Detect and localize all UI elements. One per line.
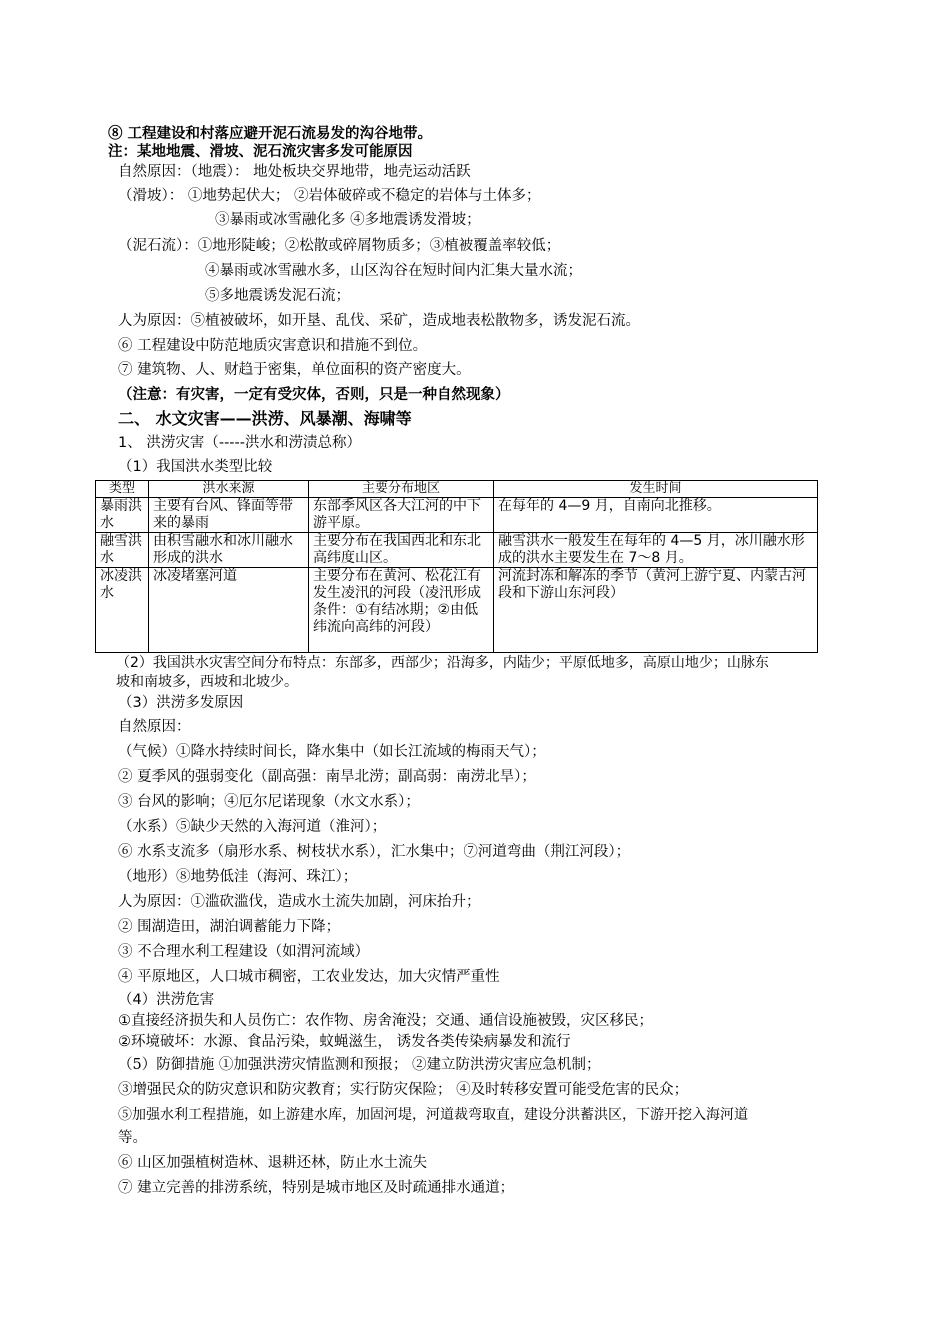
text-line: （气候）①降水持续时间长，降水集中（如长江流域的梅雨天气）；: [118, 744, 546, 760]
text-line: 人为原因：①滥砍滥伐，造成水土流失加剧，河床抬升；: [118, 894, 481, 910]
table-header-cell: 洪水来源: [149, 481, 309, 498]
text-line: ④ 平原地区，人口城市稠密，工农业发达，加大灾情严重性: [118, 969, 500, 985]
table-header-cell: 类型: [96, 481, 149, 498]
text-line: （水系）⑤缺少天然的入海河道（淮河）；: [118, 819, 387, 835]
text-line: ③暴雨或冰雪融化多 ④多地震诱发滑坡；: [215, 212, 481, 228]
text-line: ⑦ 建立完善的排涝系统，特别是城市地区及时疏通排水通道；: [118, 1180, 515, 1196]
note-line: （注意：有灾害，一定有受灾体，否则，只是一种自然现象）: [118, 387, 510, 403]
text-line: （泥石流）：①地形陡峻；②松散或碎屑物质多；③植被覆盖率较低；: [118, 238, 561, 254]
table-cell: 暴雨洪水: [96, 498, 149, 533]
text-line: ⑤加强水利工程措施，如上游建水库，加固河堤，河道裁弯取直，建设分洪蓄洪区，下游开挖入海河道: [118, 1107, 748, 1123]
table-cell: 东部季风区各大江河的中下游平原。: [309, 498, 494, 533]
text-line: ② 围湖造田，湖泊调蓄能力下降；: [118, 919, 341, 935]
text-line: 自然原因：: [118, 719, 191, 735]
table-row: [96, 568, 818, 653]
text-line: ⑧ 工程建设和村落应避开泥石流易发的沟谷地带。: [108, 125, 433, 142]
text-line: ①直接经济损失和人员伤亡：农作物、房舍淹没；交通、通信设施被毁，灾区移民；: [118, 1013, 653, 1029]
subsection-heading: （4）洪涝危害: [118, 992, 215, 1008]
section-heading: 二、 水文灾害——洪涝、风暴潮、海啸等: [118, 409, 412, 428]
table-cell: 主要有台风、锋面等带来的暴雨: [149, 498, 309, 533]
text-line: 人为原因：⑤植被破坏，如开垦、乱伐、采矿，造成地表松散物多，诱发泥石流。: [118, 313, 640, 329]
table-header-cell: 发生时间: [494, 481, 818, 498]
text-line: ⑥ 山区加强植树造林、退耕还林，防止水土流失: [118, 1155, 428, 1171]
text-line: 自然原因：（地震）： 地处板块交界地带，地壳运动活跃: [118, 164, 471, 180]
text-line: ②环境破坏：水源、食品污染，蚊蝇滋生， 诱发各类传染病暴发和流行: [118, 1034, 571, 1050]
table-cell: 融雪洪水一般发生在每年的 4—5 月，冰川融水形成的洪水主要发生在 7～8 月。: [494, 533, 818, 568]
table-cell: 河流封冻和解冻的季节（黄河上游宁夏、内蒙古河段和下游山东河段）: [494, 568, 818, 653]
note-heading: 注：某地地震、滑坡、泥石流灾害多发可能原因: [108, 144, 413, 160]
table-row: [96, 533, 818, 568]
text-line: ⑥ 水系支流多（扇形水系、树枝状水系），汇水集中；⑦河道弯曲（荆江河段）；: [118, 844, 631, 860]
text-line: （地形）⑧地势低洼（海河、珠江）；: [118, 869, 358, 885]
text-line: （滑坡）： ①地势起伏大； ②岩体破碎或不稳定的岩体与土体多；: [118, 188, 541, 204]
table-cell: 由积雪融水和冰川融水形成的洪水: [149, 533, 309, 568]
text-line: ③ 台风的影响；④厄尔尼诺现象（水文水系）；: [118, 794, 420, 810]
text-line: ⑥ 工程建设中防范地质灾害意识和措施不到位。: [118, 338, 428, 354]
table-cell: 融雪洪水: [96, 533, 149, 568]
table-cell: 冰凌堵塞河道: [149, 568, 309, 653]
text-line: （2）我国洪水灾害空间分布特点：东部多，西部少；沿海多，内陆少；平原低地多，高原山地少；山脉东: [116, 655, 769, 671]
table-header-row: [96, 481, 818, 498]
text-line: ⑤多地震诱发泥石流；: [205, 288, 350, 304]
table-cell: 主要分布在黄河、松花江有发生凌汛的河段（凌汛形成条件：①有结冰期；②由低纬流向高纬的河段）: [309, 568, 494, 653]
flood-types-table: [95, 480, 818, 653]
text-line: ③ 不合理水利工程建设（如渭河流域）: [118, 944, 370, 960]
text-line: ③增强民众的防灾意识和防灾教育；实行防灾保险； ④及时转移安置可能受危害的民众；: [118, 1082, 689, 1098]
table-cell: 主要分布在我国西北和东北高纬度山区。: [309, 533, 494, 568]
text-line: ⑦ 建筑物、人、财趋于密集，单位面积的资产密度大。: [118, 362, 471, 378]
table-header-cell: 主要分布地区: [309, 481, 494, 498]
table-cell: 冰凌洪水: [96, 568, 149, 653]
text-line: （5）防御措施 ①加强洪涝灾情监测和预报； ②建立防洪涝灾害应急机制；: [118, 1057, 601, 1073]
table-cell: 在每年的 4—9 月，自南向北推移。: [494, 498, 818, 533]
table-row: [96, 498, 818, 533]
subsection-heading: 1、 洪涝灾害（-----洪水和涝渍总称）: [118, 435, 361, 451]
text-line: 坡和南坡多，西坡和北坡少。: [116, 674, 298, 690]
table-caption: （1）我国洪水类型比较: [118, 459, 273, 475]
text-line: ④暴雨或冰雪融水多，山区沟谷在短时间内汇集大量水流；: [205, 263, 582, 279]
text-line: 等。: [118, 1130, 147, 1146]
subsection-heading: （3）洪涝多发原因: [118, 695, 244, 711]
text-line: ② 夏季风的强弱变化（副高强：南旱北涝；副高弱：南涝北旱）；: [118, 769, 536, 785]
